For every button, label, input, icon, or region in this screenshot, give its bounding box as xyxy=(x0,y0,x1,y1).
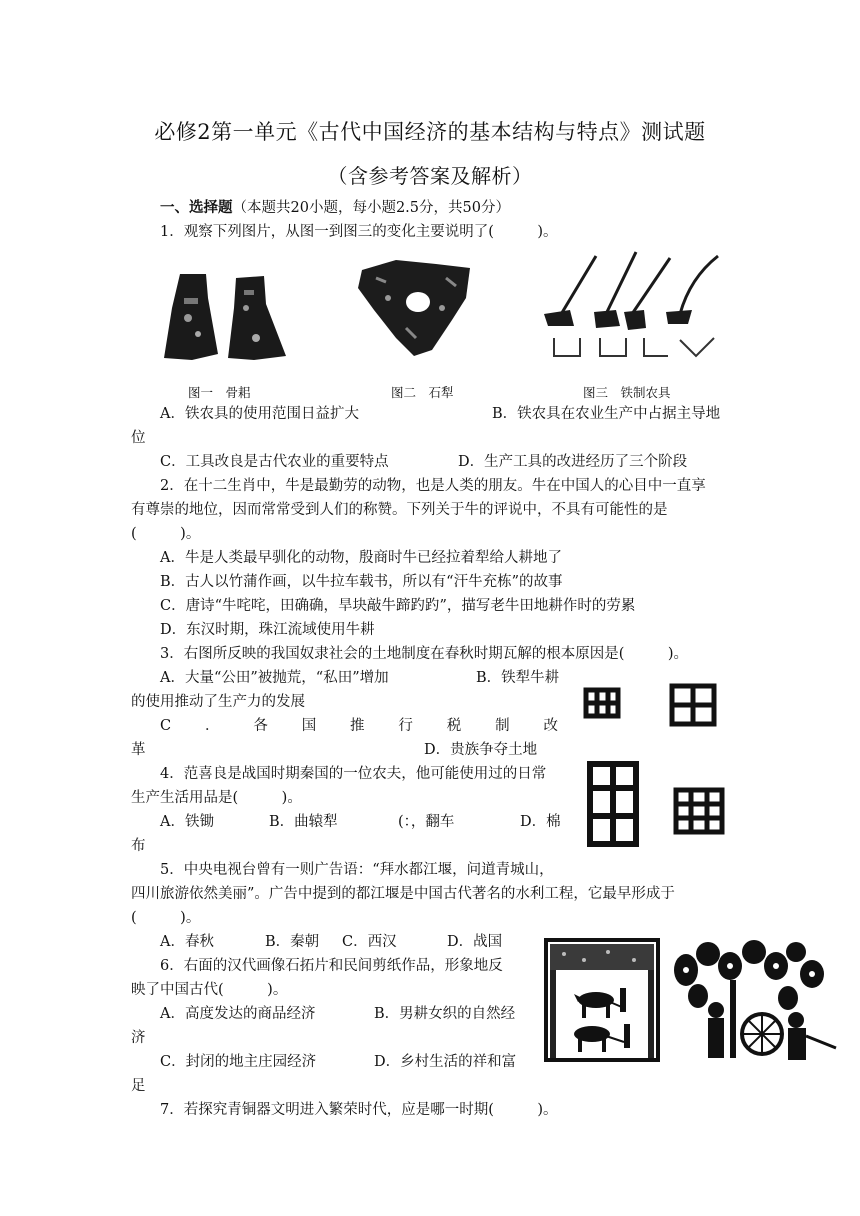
q6-option-b: B．男耕女织的自然经 xyxy=(374,1006,516,1022)
q5-option-d: D．战国 xyxy=(447,934,503,950)
q3-c-char: 改 xyxy=(543,718,558,734)
paper-cut-weaving-image xyxy=(668,940,838,1062)
figure-2-caption: 图二 石犁 xyxy=(391,385,454,400)
q5-line-1: 5．中央电视台曾有一则广告语：“拜水都江堰，问道青城山， xyxy=(160,862,554,878)
q6-line-1: 6．右面的汉代画像石拓片和民间剪纸作品，形象地反 xyxy=(160,958,503,974)
q6-option-b-tail: 济 xyxy=(131,1030,146,1046)
section-head: 一、选择题 xyxy=(160,199,233,216)
q3-stem: 3．右图所反映的我国奴隶社会的土地制度在春秋时期瓦解的根本原因是( )。 xyxy=(160,646,689,662)
q4-option-a: A．铁锄 xyxy=(160,814,214,830)
q6-option-a: A．高度发达的商品经济 xyxy=(160,1006,316,1022)
figure-1-caption: 图一 骨耜 xyxy=(188,385,251,400)
q4-line-1: 4．范喜良是战国时期秦国的一位农夫，他可能使用过的日常 xyxy=(160,766,547,782)
iron-tools-image xyxy=(540,248,726,366)
q7-stem: 7．若探究青铜器文明进入繁荣时代，应是哪一时期( )。 xyxy=(160,1102,558,1118)
q5-line-2: 四川旅游依然美丽”。广告中提到的都江堰是中国古代著名的水利工程，它最早形成于 xyxy=(131,886,675,902)
q3-c-char: C xyxy=(160,718,172,734)
q3-c-char: 制 xyxy=(495,718,510,734)
well-field-glyphs-image xyxy=(580,676,740,850)
han-stone-relief-image xyxy=(544,938,660,1062)
q3-c-char: 各 xyxy=(253,718,268,734)
q1-option-d: D．生产工具的改进经历了三个阶段 xyxy=(458,454,688,470)
q1-option-c: C．工具改良是古代农业的重要特点 xyxy=(160,454,389,470)
q3-c-char: 行 xyxy=(398,718,413,734)
q4-line-2: 生产生活用品是( )。 xyxy=(131,790,302,806)
q2-option-c: C．唐诗“牛咤咤，田确确，旱块敲牛蹄趵趵”，描写老牛田地耕作时的劳累 xyxy=(160,598,636,614)
figure-3-caption: 图三 铁制农具 xyxy=(583,385,671,400)
q6-option-c: C．封闭的地主庄园经济 xyxy=(160,1054,317,1070)
q2-option-b: B．古人以竹蒲作画，以牛拉车载书，所以有“汗牛充栋”的故事 xyxy=(160,574,563,590)
q6-option-d-tail: 足 xyxy=(131,1078,146,1094)
q5-option-b: B．秦朝 xyxy=(265,934,320,950)
q3-c-char: 税 xyxy=(446,718,462,734)
q3-option-c xyxy=(160,716,558,736)
stone-plough-image xyxy=(356,258,476,358)
q4-option-b: B．曲辕犁 xyxy=(269,814,338,830)
section-header xyxy=(160,198,510,218)
q2-option-d: D．东汉时期，珠江流域使用牛耕 xyxy=(160,622,375,638)
q3-option-c-tail: 革 xyxy=(131,742,146,758)
q2-option-a: A．牛是人类最早驯化的动物，殷商时牛已经拉着犁给人耕地了 xyxy=(160,550,562,566)
q1-option-b: B．铁农具在农业生产中占据主导地 xyxy=(492,406,721,422)
q3-c-char: ． xyxy=(204,718,220,734)
q2-line-1: 2．在十二生肖中，牛是最勤劳的动物，也是人类的朋友。牛在中国人的心目中一直享 xyxy=(160,478,706,494)
q4-option-c: (：，翻车 xyxy=(398,814,455,830)
q4-option-d: D．棉 xyxy=(520,814,561,830)
q1-stem: 1．观察下列图片，从图一到图三的变化主要说明了( )。 xyxy=(160,224,558,240)
q3-option-b: B．铁犁牛耕 xyxy=(476,670,560,686)
q5-option-c: C．西汉 xyxy=(342,934,397,950)
q6-option-d: D．乡村生活的祥和富 xyxy=(374,1054,517,1070)
q5-option-a: A．春秋 xyxy=(160,934,214,950)
page-title: 必修2第一单元《古代中国经济的基本结构与特点》测试题 xyxy=(154,120,706,144)
q1-option-a: A．铁农具的使用范围日益扩大 xyxy=(160,406,359,422)
q3-option-b-tail: 的使用推动了生产力的发展 xyxy=(131,694,305,710)
q3-option-a: A．大量“公田”被抛荒，“私田”增加 xyxy=(160,670,389,686)
section-note: （本题共20小题，每小题2.5分，共50分） xyxy=(232,200,510,216)
bone-spade-image xyxy=(162,268,292,364)
q1-option-b-tail: 位 xyxy=(131,430,146,446)
q3-c-char: 推 xyxy=(350,718,365,734)
q5-line-3: ( )。 xyxy=(131,910,201,926)
q3-c-char: 国 xyxy=(301,718,317,734)
q3-option-d: D．贵族争夺土地 xyxy=(424,742,538,758)
q6-line-2: 映了中国古代( )。 xyxy=(131,982,288,998)
q2-line-3: ( )。 xyxy=(131,526,201,542)
q4-option-d-tail: 布 xyxy=(131,838,146,854)
page-subtitle: （含参考答案及解析） xyxy=(327,164,533,188)
q2-line-2: 有尊崇的地位，因而常常受到人们的称赞。下列关于牛的评说中，不具有可能性的是 xyxy=(131,502,668,518)
